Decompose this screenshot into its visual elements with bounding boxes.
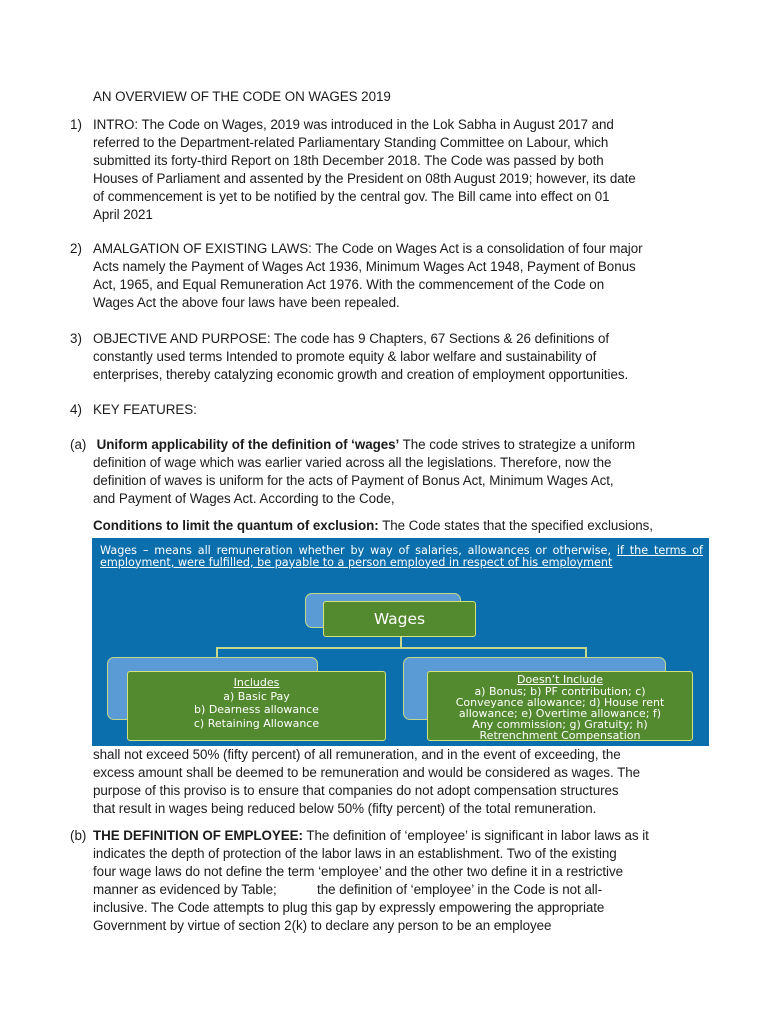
text-span: The Code states that the specified exclusions, xyxy=(378,518,653,533)
text-line: referred to the Department-related Parliamentary Standing Committee on Labour, which xyxy=(93,135,609,150)
feature-heading: THE DEFINITION OF EMPLOYEE: xyxy=(93,828,303,843)
section-objective xyxy=(93,330,678,384)
section-key-features xyxy=(93,401,678,419)
excludes-line: a) Bonus; b) PF contribution; c) xyxy=(474,685,646,698)
text-line: excess amount shall be deemed to be remuneration and would be considered as wages. The xyxy=(93,765,641,780)
text-line: OBJECTIVE AND PURPOSE: The code has 9 Chapters, 67 Sections & 26 definitions of xyxy=(93,331,610,346)
conditions-continuation xyxy=(93,746,678,818)
text-line: Acts namely the Payment of Wages Act 1936, Minimum Wages Act 1948, Payment of Bonus xyxy=(93,259,636,274)
text-line: April 2021 xyxy=(93,207,153,222)
text-line: KEY FEATURES: xyxy=(93,402,197,417)
includes-item: b) Dearness allowance xyxy=(194,703,319,717)
text-line: Houses of Parliament and assented by the President on 08th August 2019; however, its date xyxy=(93,171,636,186)
text-line: INTRO: The Code on Wages, 2019 was introduced in the Lok Sabha in August 2017 and xyxy=(93,117,614,132)
text-line: Wages Act the above four laws have been repealed. xyxy=(93,295,400,310)
feature-heading: Uniform applicability of the definition of ‘wages’ xyxy=(96,437,400,452)
section-number: 3) xyxy=(70,331,82,346)
feature-marker: (a) xyxy=(70,437,87,452)
wages-definition-text xyxy=(100,545,703,568)
text-line: four wage laws do not define the term ‘employee’ and the other two define it in a restrictive xyxy=(93,864,624,879)
includes-item: a) Basic Pay xyxy=(223,689,290,703)
text-line: constantly used terms Intended to promote equity & labor welfare and sustainability of xyxy=(93,349,597,364)
text-line: Act, 1965, and Equal Remuneration Act 1976. With the commencement of the Code on xyxy=(93,277,605,292)
connector-line xyxy=(585,647,587,657)
feature-marker: (b) xyxy=(70,828,87,843)
text-span: Wages – means all remuneration whether by way of salaries, allowances or otherwise, xyxy=(100,544,617,557)
text-line: of commencement is yet to be notified by the central gov. The Bill came into effect on 01 xyxy=(93,189,610,204)
text-line: and Payment of Wages Act. According to the Code, xyxy=(93,491,395,506)
connector-line xyxy=(216,647,586,649)
underlined-text: if the terms of employment, were fulfilled, be payable to a person employed in respect of his employment xyxy=(100,544,703,569)
text-line: that result in wages being reduced below 50% (fifty percent) of the total remuneration. xyxy=(93,801,597,816)
includes-box xyxy=(127,671,386,741)
section-number: 1) xyxy=(70,117,82,132)
text-line: inclusive. The Code attempts to plug this gap by expressly empowering the appropriate xyxy=(93,900,605,915)
conditions-heading: Conditions to limit the quantum of exclusion: xyxy=(93,518,379,533)
feature-wages-definition xyxy=(93,436,678,508)
excludes-line: allowance; e) Overtime allowance; f) xyxy=(458,707,662,720)
root-wages-box: Wages xyxy=(323,601,476,637)
text-line: Government by virtue of section 2(k) to declare any person to be an employee xyxy=(93,918,552,933)
text-line xyxy=(93,436,678,454)
text-line: submitted its forty-third Report on 18th December 2018. The Code was passed by both xyxy=(93,153,604,168)
excludes-line: Retrenchment Compensation xyxy=(479,729,641,742)
wages-diagram-image xyxy=(92,538,709,746)
text-line: shall not exceed 50% (fifty percent) of all remuneration, and in the event of exceeding, the xyxy=(93,747,621,762)
text-line: AMALGATION OF EXISTING LAWS: The Code on Wages Act is a consolidation of four major xyxy=(93,241,643,256)
excludes-box xyxy=(427,671,693,741)
text-line xyxy=(93,517,678,535)
includes-item: c) Retaining Allowance xyxy=(193,716,320,730)
section-number: 2) xyxy=(70,241,82,256)
text-line: definition of waves is uniform for the acts of Payment of Bonus Act, Minimum Wages Act, xyxy=(93,473,614,488)
text-line: definition of wage which was earlier varied across all the legislations. Therefore, now the xyxy=(93,455,612,470)
excludes-line: Any commission; g) Gratuity; h) xyxy=(472,718,648,731)
conditions-paragraph xyxy=(93,517,678,535)
excludes-heading: Doesn’t Include xyxy=(516,673,604,686)
text-line xyxy=(93,827,678,845)
text-line: purpose of this proviso is to ensure that companies do not adopt compensation structures xyxy=(93,783,619,798)
text-line: manner as evidenced by Table; the definition of ‘employee’ in the Code is not all- xyxy=(93,882,603,897)
text-span: The definition of ‘employee’ is significant in labor laws as it xyxy=(302,828,649,843)
text-line: indicates the depth of protection of the labor laws in an establishment. Two of the existing xyxy=(93,846,617,861)
section-intro xyxy=(93,116,678,224)
feature-employee-definition xyxy=(93,827,678,935)
section-number: 4) xyxy=(70,402,82,417)
connector-line xyxy=(216,647,218,657)
text-span: The code strives to strategize a uniform xyxy=(399,437,636,452)
section-amalgation xyxy=(93,240,678,312)
includes-heading: Includes xyxy=(233,676,280,689)
document-title: AN OVERVIEW OF THE CODE ON WAGES 2019 xyxy=(93,89,391,104)
excludes-line: Conveyance allowance; d) House rent xyxy=(455,696,665,709)
text-line: enterprises, thereby catalyzing economic growth and creation of employment opportunities. xyxy=(93,367,629,382)
